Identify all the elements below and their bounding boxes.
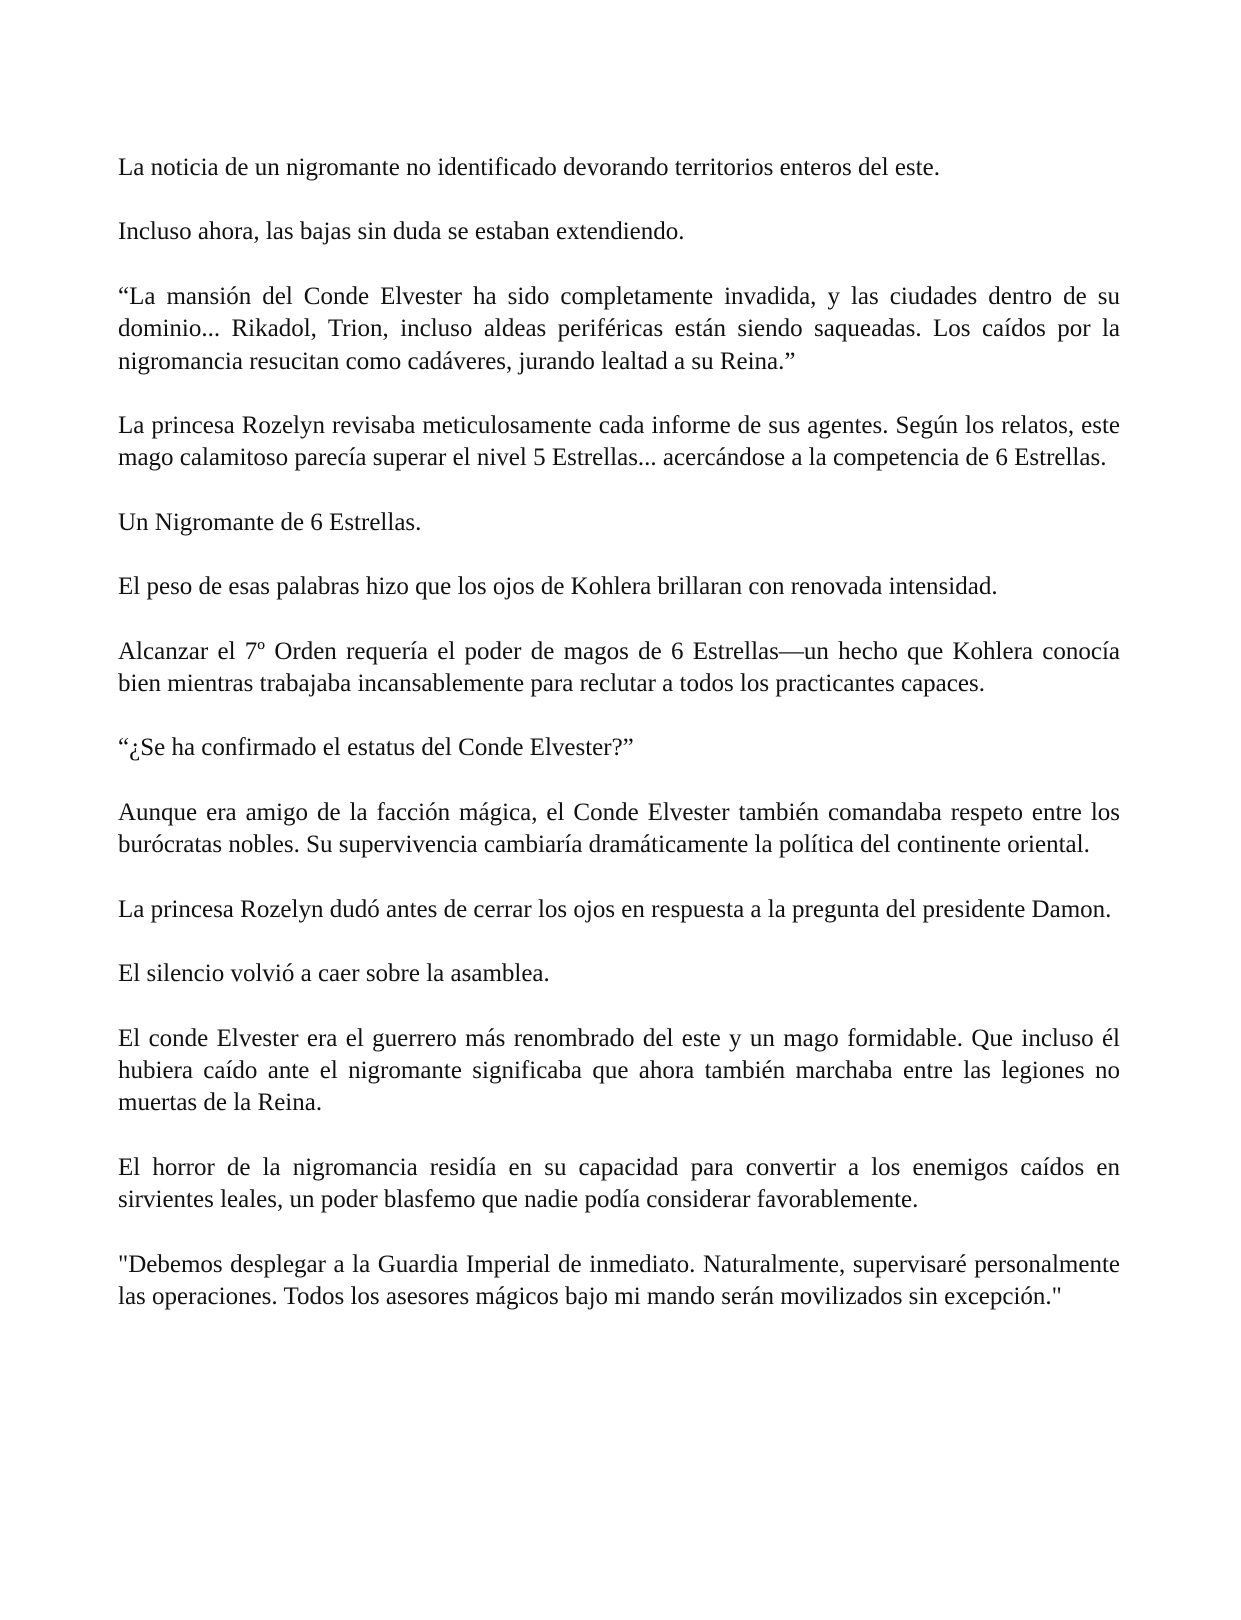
paragraph: “La mansión del Conde Elvester ha sido completamente invadida, y las ciudades dentro de su dominio... Rikadol, Trion, incluso aldeas periféricas están siendo saqueadas. Los caídos por la nigromancia resucitan como cadáveres, jurando lealtad a su Reina.” — [118, 282, 1120, 375]
paragraph: Un Nigromante de 6 Estrellas. — [118, 508, 422, 536]
paragraph: Aunque era amigo de la facción mágica, el Conde Elvester también comandaba respeto entre los burócratas nobles. Su supervivencia cambiaría dramáticamente la política del continente oriental. — [118, 798, 1120, 859]
paragraph: El horror de la nigromancia residía en su capacidad para convertir a los enemigos caídos en sirvientes leales, un poder blasfemo que nadie podía considerar favorablemente. — [118, 1153, 1120, 1214]
paragraph: Incluso ahora, las bajas sin duda se estaban extendiendo. — [118, 218, 685, 246]
paragraph: La noticia de un nigromante no identificado devorando territorios enteros del este. — [118, 154, 940, 181]
paragraph: El peso de esas palabras hizo que los ojos de Kohlera brillaran con renovada intensidad. — [118, 573, 998, 601]
paragraph: La princesa Rozelyn dudó antes de cerrar los ojos en respuesta a la pregunta del presidente Damon. — [118, 895, 1112, 923]
paragraph: La princesa Rozelyn revisaba meticulosamente cada informe de sus agentes. Según los relatos, este mago calamitoso parecía superar el nivel 5 Estrellas... acercándose a la competencia de 6 Estrellas. — [118, 412, 1120, 472]
paragraph: Alcanzar el 7º Orden requería el poder de magos de 6 Estrellas—un hecho que Kohlera conocía bien mientras trabajaba incansablemente para reclutar a todos los practicantes capaces. — [118, 637, 1120, 698]
paragraph: El conde Elvester era el guerrero más renombrado del este y un mago formidable. Que incluso él hubiera caído ante el nigromante significaba que ahora también marchaba entre las legiones no muertas de la Reina. — [118, 1024, 1120, 1117]
document-page — [118, 152, 1120, 1345]
paragraph: “¿Se ha confirmado el estatus del Conde Elvester?” — [118, 734, 634, 762]
paragraph: El silencio volvió a caer sobre la asamblea. — [118, 960, 550, 988]
paragraph: "Debemos desplegar a la Guardia Imperial de inmediato. Naturalmente, supervisaré personalmente las operaciones. Todos los asesores mágicos bajo mi mando serán movilizados sin excepción." — [118, 1250, 1120, 1310]
